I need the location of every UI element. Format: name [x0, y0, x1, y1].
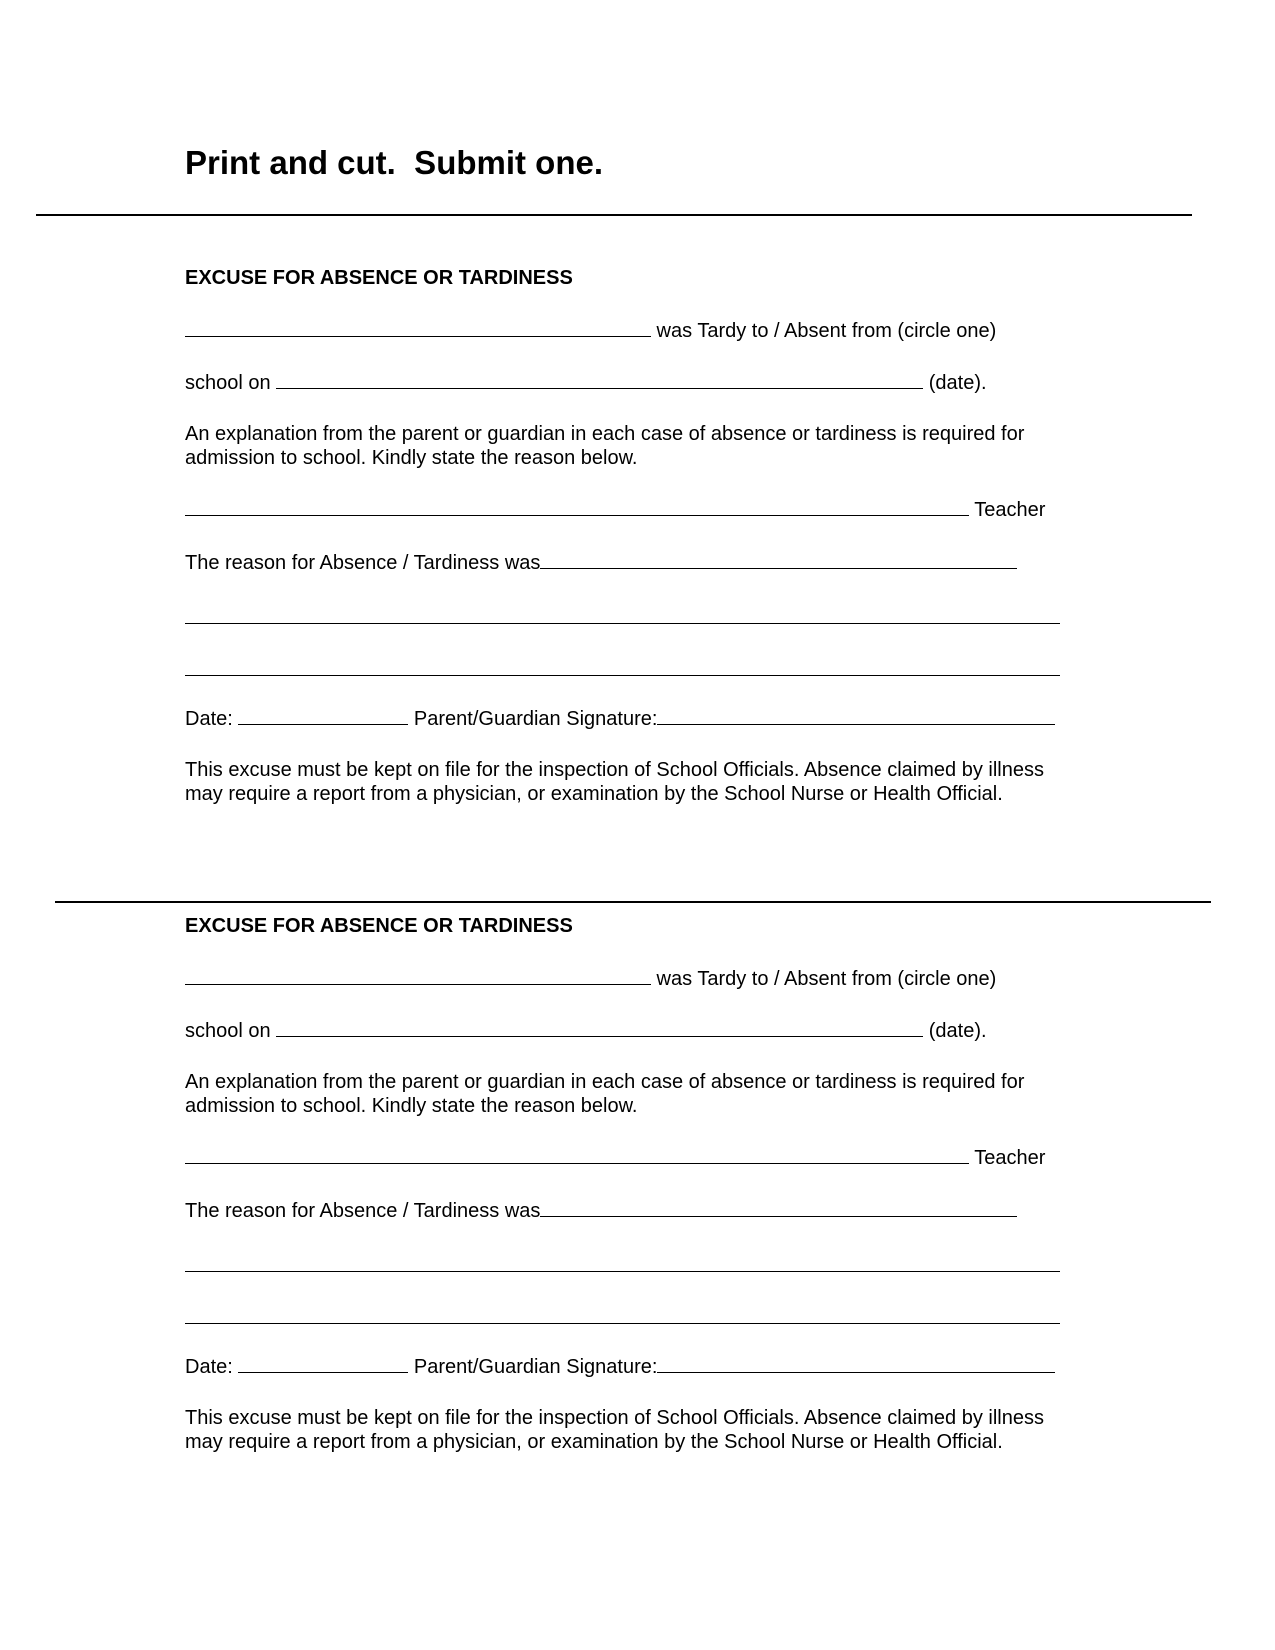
- teacher-field[interactable]: [185, 1145, 969, 1164]
- teacher-label: Teacher: [969, 499, 1046, 521]
- student-name-row: [185, 966, 996, 991]
- signature-label: Parent/Guardian Signature:: [408, 1356, 658, 1378]
- reason-label: The reason for Absence / Tardiness was: [185, 1200, 541, 1222]
- student-name-field[interactable]: [185, 966, 651, 985]
- notice-text: This excuse must be kept on file for the inspection of School Officials. Absence claimed by illness may require a report from a physician, or examination by the School Nurse or Health Official.: [185, 759, 1044, 805]
- school-on-label: school on: [185, 372, 277, 394]
- signature-field[interactable]: [657, 1354, 1055, 1373]
- date-label: Date:: [185, 708, 239, 730]
- teacher-label: Teacher: [969, 1147, 1046, 1169]
- reason-line-2[interactable]: [185, 1271, 1060, 1272]
- teacher-row: [185, 1145, 1045, 1170]
- signature-field[interactable]: [657, 706, 1055, 725]
- school-on-label: school on: [185, 1020, 277, 1042]
- reason-label: The reason for Absence / Tardiness was: [185, 552, 541, 574]
- page-title: Print and cut. Submit one.: [185, 144, 604, 181]
- absence-date-field[interactable]: [276, 1018, 923, 1037]
- date-row: [185, 1018, 987, 1043]
- reason-line-3[interactable]: [185, 675, 1060, 676]
- date-suffix-label: (date).: [923, 1020, 987, 1042]
- excuse-slip-2: [185, 0, 1085, 1453]
- signature-row: [185, 1354, 1055, 1379]
- tardy-absent-label: was Tardy to / Absent from (circle one): [651, 320, 997, 342]
- date-suffix-label: (date).: [923, 372, 987, 394]
- tardy-absent-label: was Tardy to / Absent from (circle one): [651, 968, 997, 990]
- signature-date-field[interactable]: [238, 706, 408, 725]
- signature-label: Parent/Guardian Signature:: [408, 708, 658, 730]
- reason-line-2[interactable]: [185, 623, 1060, 624]
- reason-line-3[interactable]: [185, 1323, 1060, 1324]
- date-label: Date:: [185, 1356, 239, 1378]
- signature-row: [185, 706, 1055, 731]
- signature-date-field[interactable]: [238, 1354, 408, 1373]
- explanation-text: An explanation from the parent or guardian in each case of absence or tardiness is required for admission to school. Kindly state the reason below.: [185, 1071, 1025, 1117]
- slip-heading: EXCUSE FOR ABSENCE OR TARDINESS: [185, 267, 573, 289]
- explanation-text: An explanation from the parent or guardian in each case of absence or tardiness is required for admission to school. Kindly state the reason below.: [185, 423, 1025, 469]
- notice-text: This excuse must be kept on file for the inspection of School Officials. Absence claimed by illness may require a report from a physician, or examination by the School Nurse or Health Official.: [185, 1407, 1044, 1453]
- cut-line-middle: [55, 901, 1211, 903]
- reason-row: [185, 1198, 1017, 1223]
- reason-field[interactable]: [540, 1198, 1017, 1217]
- slip-heading: EXCUSE FOR ABSENCE OR TARDINESS: [185, 915, 573, 937]
